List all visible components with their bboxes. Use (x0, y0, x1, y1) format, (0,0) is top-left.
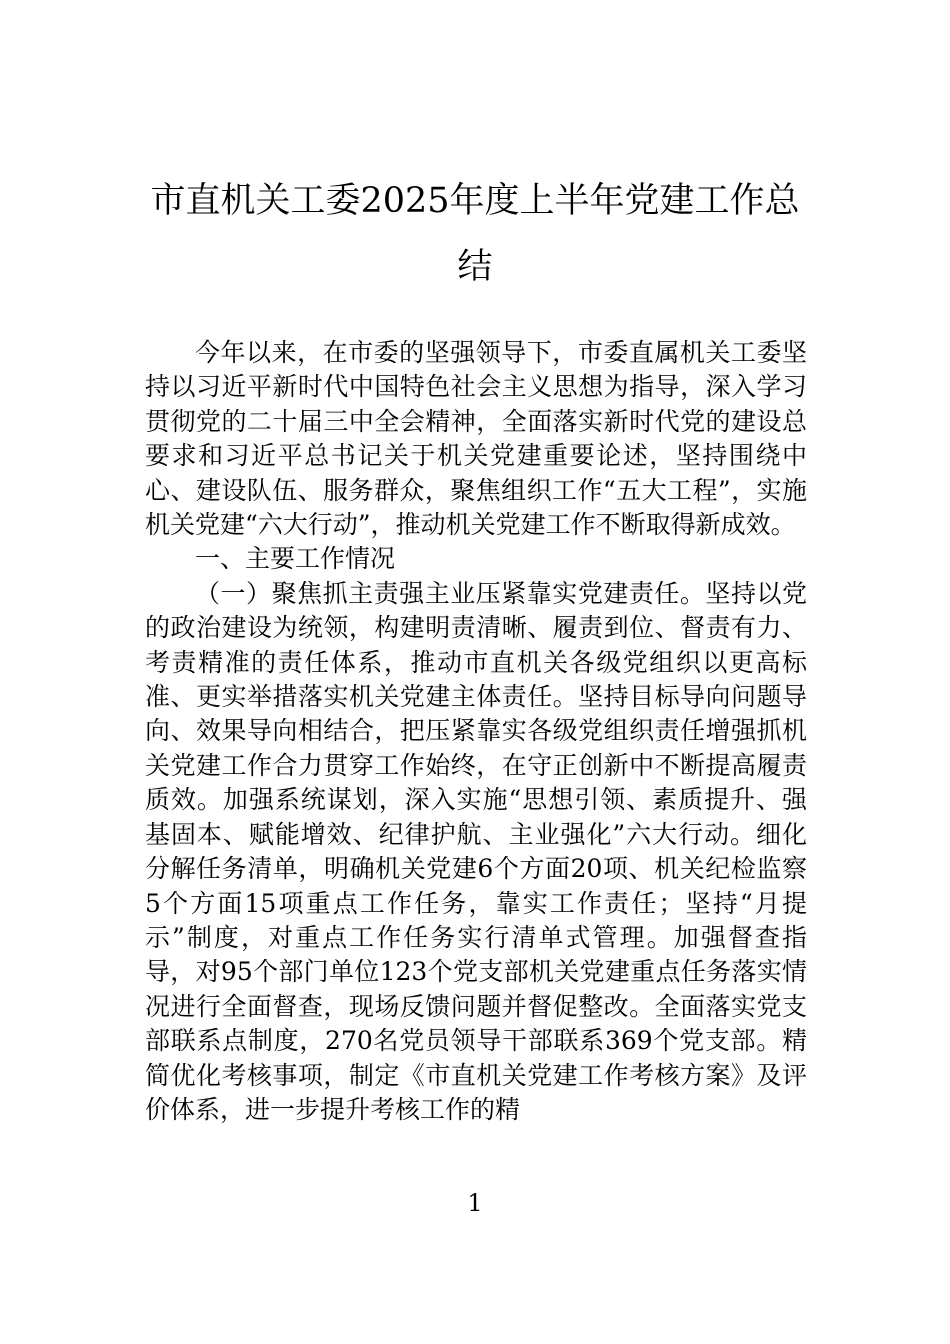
page-number: 1 (467, 1189, 483, 1217)
intro-paragraph: 今年以来，在市委的坚强领导下，市委直属机关工委坚持以习近平新时代中国特色社会主义思想为指导，深入学习贯彻党的二十届三中全会精神，全面落实新时代党的建设总要求和习近平总书记关于机关党建重要论述，坚持围绕中心、建设队伍、服务群众，聚焦组织工作“五大工程”，实施机关党建“六大行动”，推动机关党建工作不断取得新成效。 (145, 338, 807, 540)
body-paragraph: （一）聚焦抓主责强主业压紧靠实党建责任。坚持以党的政治建设为统领，构建明责清晰、履责到位、督责有力、考责精准的责任体系，推动市直机关各级党组织以更高标准、更实举措落实机关党建主体责任。坚持目标导向问题导向、效果导向相结合，把压紧靠实各级党组织责任增强抓机关党建工作合力贯穿工作始终，在守正创新中不断提高履责质效。加强系统谋划，深入实施“思想引领、素质提升、强基固本、赋能增效、纪律护航、主业强化”六大行动。细化分解任务清单，明确机关党建6个方面20项、机关纪检监察5个方面15项重点工作任务，靠实工作责任；坚持“月提示”制度，对重点工作任务实行清单式管理。加强督查指导，对95个部门单位123个党支部机关党建重点任务落实情况进行全面督查，现场反馈问题并督促整改。全面落实党支部联系点制度，270名党员领导干部联系369个党支部。精简优化考核事项，制定《市直机关党建工作考核方案》及评价体系，进一步提升考核工作的精 (145, 578, 807, 1124)
document-body (145, 336, 807, 1127)
document-title: 市直机关工委2025年度上半年党建工作总结 (150, 181, 800, 287)
section-heading: 一、主要工作情况 (195, 544, 396, 574)
